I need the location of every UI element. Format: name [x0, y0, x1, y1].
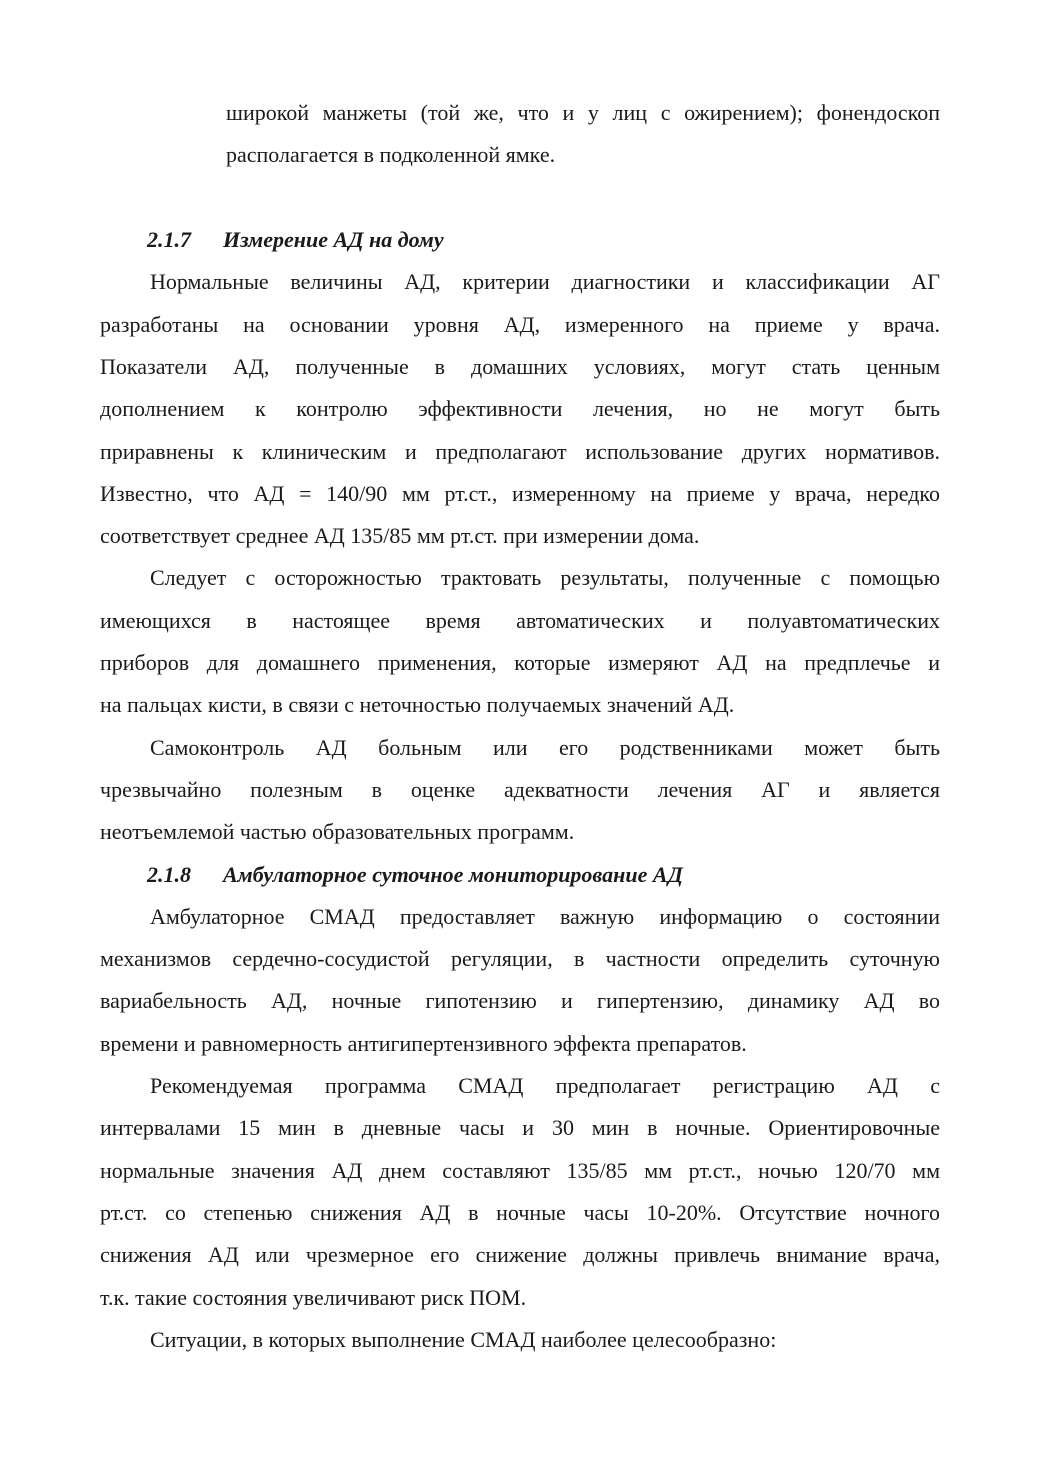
- paragraph-line: Известно, что АД = 140/90 мм рт.ст., измеренному на приеме у врача, нередко: [100, 480, 940, 506]
- paragraph-line: Амбулаторное СМАД предоставляет важную информацию о состоянии: [150, 903, 940, 929]
- paragraph-line: Самоконтроль АД больным или его родственниками может быть: [150, 734, 940, 760]
- paragraph-line: разработаны на основании уровня АД, измеренного на приеме у врача.: [100, 311, 940, 337]
- paragraph-line: нормальные значения АД днем составляют 135/85 мм рт.ст., ночью 120/70 мм: [100, 1157, 940, 1183]
- paragraph-line: снижения АД или чрезмерное его снижение должны привлечь внимание врача,: [100, 1242, 940, 1268]
- paragraph-line: соответствует среднее АД 135/85 мм рт.ст. при измерении дома.: [100, 523, 700, 549]
- paragraph-line: т.к. такие состояния увеличивают риск ПОМ.: [100, 1284, 527, 1310]
- paragraph-line: Ситуации, в которых выполнение СМАД наиболее целесообразно:: [150, 1326, 777, 1352]
- section-heading-2-1-7: [100, 219, 940, 261]
- paragraph-line: Рекомендуемая программа СМАД предполагает регистрацию АД с: [150, 1073, 940, 1099]
- paragraph-line: имеющихся в настоящее время автоматических и полуавтоматических: [100, 607, 940, 633]
- document-page: [100, 92, 940, 1361]
- paragraph-line: Следует с осторожностью трактовать результаты, полученные с помощью: [150, 565, 940, 591]
- section-heading-2-1-8: [100, 854, 940, 896]
- paragraph-line: механизмов сердечно-сосудистой регуляции, в частности определить суточную: [100, 946, 940, 972]
- paragraph-line: приборов для домашнего применения, которые измеряют АД на предплечье и: [100, 650, 940, 676]
- continuation-line: располагается в подколенной ямке.: [226, 142, 556, 168]
- section-title: Измерение АД на дому: [223, 227, 444, 253]
- paragraph-line: дополнением к контролю эффективности лечения, но не могут быть: [100, 396, 940, 422]
- paragraph-line: Показатели АД, полученные в домашних условиях, могут стать ценным: [100, 353, 940, 379]
- section-number: 2.1.8: [147, 861, 191, 887]
- paragraph-line: чрезвычайно полезным в оценке адекватности лечения АГ и является: [100, 776, 940, 802]
- paragraph-line: времени и равномерность антигипертензивного эффекта препаратов.: [100, 1030, 747, 1056]
- continuation-line: широкой манжеты (той же, что и у лиц с ожирением); фонендоскоп: [226, 100, 940, 125]
- paragraph-line: рт.ст. со степенью снижения АД в ночные часы 10-20%. Отсутствие ночного: [100, 1199, 940, 1225]
- section-number: 2.1.7: [147, 227, 191, 253]
- paragraph-line: неотъемлемой частью образовательных программ.: [100, 819, 575, 845]
- section-title: Амбулаторное суточное мониторирование АД: [223, 861, 683, 887]
- paragraph-line: приравнены к клиническим и предполагают использование других нормативов.: [100, 438, 940, 464]
- section-gap: [100, 177, 940, 220]
- paragraph-line: Нормальные величины АД, критерии диагностики и классификации АГ: [150, 269, 940, 295]
- paragraph-line: на пальцах кисти, в связи с неточностью получаемых значений АД.: [100, 692, 735, 718]
- paragraph-line: интервалами 15 мин в дневные часы и 30 мин в ночные. Ориентировочные: [100, 1115, 940, 1141]
- paragraph-line: вариабельность АД, ночные гипотензию и гипертензию, динамику АД во: [100, 988, 940, 1014]
